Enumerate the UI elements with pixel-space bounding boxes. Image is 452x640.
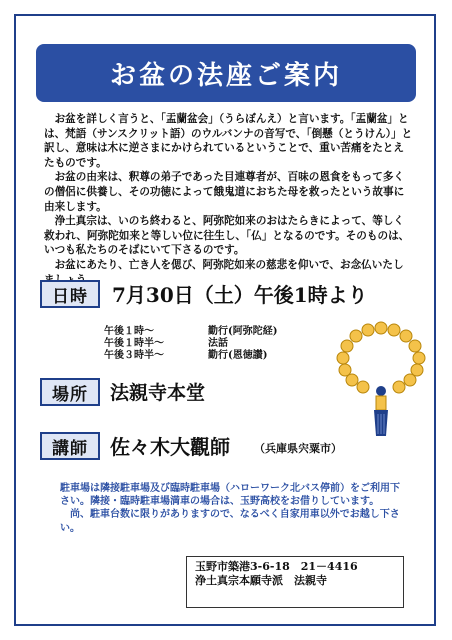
intro-paragraph-3: 浄土真宗は、いのち終わると、阿弥陀如来のおはたらきによって、等しく救われ、阿弥陀如来と等しい位に往生し、「仏」となるのです。そのものは、いつも私たちのそばにいて下さるのです。 [44, 215, 410, 257]
schedule-time: 午後１時～ [104, 326, 154, 337]
temple-address-box [186, 556, 404, 608]
place-value: 法親寺本堂 [110, 382, 206, 404]
parking-notice-line-2: 尚、駐車台数に限りがありますので、なるべく自家用車以外でお越し下さい。 [60, 509, 400, 534]
address-line-2: 浄土真宗本願寺派 法親寺 [195, 574, 327, 587]
prayer-beads-icon [326, 318, 436, 446]
intro-paragraph-2: お盆の由来は、釈尊の弟子であった目連尊者が、百味の恩食をもって多くの僧侶に供養し、その功徳によって餓鬼道におちた母を救ったという故事に由来します。 [44, 171, 405, 213]
date-value: 7月30日（土）午後1時より [112, 283, 368, 307]
lecturer-value: 佐々木大觀師 [110, 435, 230, 459]
schedule [104, 326, 277, 362]
schedule-item: 勤行(恩徳讃) [208, 350, 268, 361]
schedule-item: 法話 [208, 338, 228, 349]
page-title: お盆の法座ご案内 [109, 60, 342, 91]
intro-paragraph-4: お盆にあたり、亡き人を偲び、阿弥陀如来の慈悲を仰いで、お念仏いたし [54, 258, 404, 271]
introduction [44, 112, 414, 287]
schedule-row [104, 338, 277, 350]
parking-notice-line-1: 駐車場は隣接駐車場及び臨時駐車場（ハローワーク北バス停前）をご利用下さい。隣接・臨時駐車場満車の場合は、玉野高校をお借りしています。 [60, 483, 400, 508]
intro-paragraph-1: お盆を詳しく言うと、「盂蘭盆会」（うらぼんえ）と言います。「盂蘭盆」とは、梵語（サンスクリット語）のウルバンナの音写で、「倒懸（とうけん）」と訳し、意味は木に逆さまにかけられているということで、重い苦痛をたとえたものです。 [44, 113, 413, 169]
address-line-1: 玉野市築港3-6-18 21－4416 [195, 560, 358, 573]
date-label: 日時 [40, 280, 100, 308]
schedule-time: 午後１時半～ [104, 338, 164, 349]
schedule-time: 午後３時半～ [104, 350, 164, 361]
schedule-item: 勤行(阿弥陀経) [208, 326, 278, 337]
title-banner [36, 44, 416, 102]
parking-notice [60, 482, 400, 535]
lecturer-label: 講師 [40, 432, 100, 460]
lecturer-note: （兵庫県宍粟市） [254, 442, 342, 455]
schedule-row [104, 350, 277, 362]
schedule-row [104, 326, 277, 338]
place-label: 場所 [40, 378, 100, 406]
